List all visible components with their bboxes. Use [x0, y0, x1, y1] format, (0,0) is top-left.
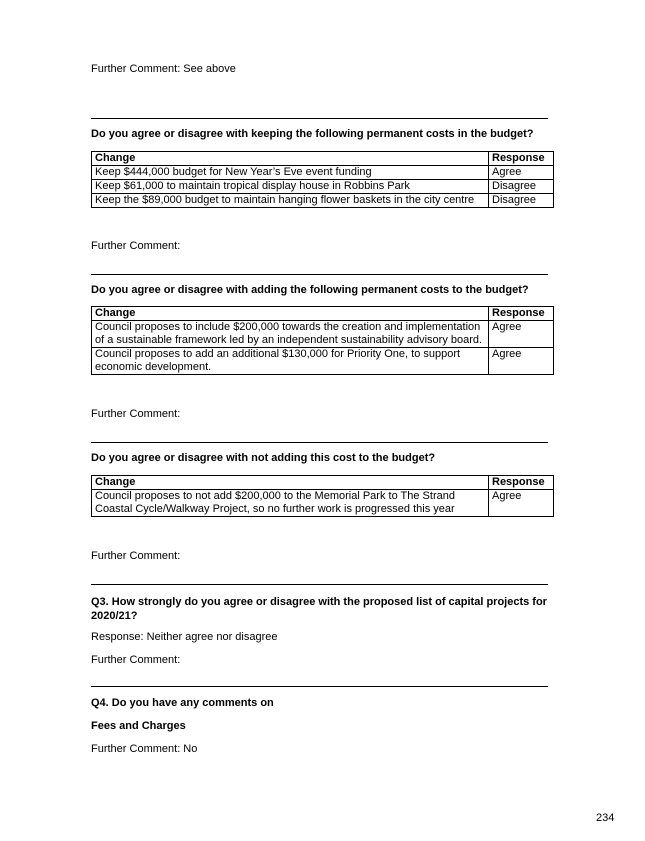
divider: [91, 584, 548, 585]
add-costs-question: Do you agree or disagree with adding the following permanent costs to the budget?: [91, 284, 529, 296]
table-row: [92, 490, 554, 517]
q4-further-comment: Further Comment: No: [91, 743, 198, 755]
change-cell: Keep the $89,000 budget to maintain hanging flower baskets in the city centre: [92, 194, 489, 208]
keep-costs-question: Do you agree or disagree with keeping the following permanent costs in the budget?: [91, 128, 534, 140]
change-cell: Keep $444,000 budget for New Year’s Eve event funding: [92, 166, 489, 180]
header-response: Response: [489, 476, 554, 490]
q3-further-comment: Further Comment:: [91, 654, 181, 666]
page-number: 234: [596, 812, 615, 824]
table-row: [92, 180, 554, 194]
q4-question: Q4. Do you have any comments on: [91, 697, 274, 709]
response-cell: Agree: [489, 321, 554, 348]
not-add-cost-further-comment: Further Comment:: [91, 550, 181, 562]
header-change: Change: [92, 307, 489, 321]
table-row: [92, 321, 554, 348]
header-change: Change: [92, 476, 489, 490]
intro-further-comment: Further Comment: See above: [91, 63, 236, 75]
header-response: Response: [489, 152, 554, 166]
not-add-cost-question: Do you agree or disagree with not adding this cost to the budget?: [91, 452, 436, 464]
change-cell: Council proposes to include $200,000 towards the creation and implementation of a sustainable framework led by an independent sustainability advisory board.: [92, 321, 489, 348]
change-cell: Council proposes to add an additional $130,000 for Priority One, to support economic development.: [92, 348, 489, 375]
change-cell: Keep $61,000 to maintain tropical display house in Robbins Park: [92, 180, 489, 194]
add-costs-table: [91, 306, 554, 375]
table-row: [92, 166, 554, 180]
table-row: [92, 194, 554, 208]
table-row: [92, 348, 554, 375]
response-cell: Agree: [489, 348, 554, 375]
header-change: Change: [92, 152, 489, 166]
not-add-cost-table: [91, 475, 554, 517]
table-header-row: [92, 307, 554, 321]
response-cell: Agree: [489, 166, 554, 180]
add-costs-further-comment: Further Comment:: [91, 408, 181, 420]
header-response: Response: [489, 307, 554, 321]
response-cell: Disagree: [489, 194, 554, 208]
divider: [91, 686, 548, 687]
q3-question: Q3. How strongly do you agree or disagree with the proposed list of capital projects for 2020/21?: [91, 596, 547, 622]
table-header-row: [92, 476, 554, 490]
divider: [91, 442, 548, 443]
q3-response: Response: Neither agree nor disagree: [91, 631, 278, 643]
q4-subheading: Fees and Charges: [91, 720, 186, 732]
response-cell: Agree: [489, 490, 554, 517]
table-header-row: [92, 152, 554, 166]
divider: [91, 118, 548, 119]
divider: [91, 274, 548, 275]
keep-costs-table: [91, 151, 554, 208]
keep-costs-further-comment: Further Comment:: [91, 240, 181, 252]
change-cell: Council proposes to not add $200,000 to the Memorial Park to The Strand Coastal Cycle/Walkway Project, so no further work is progressed this year: [92, 490, 489, 517]
response-cell: Disagree: [489, 180, 554, 194]
